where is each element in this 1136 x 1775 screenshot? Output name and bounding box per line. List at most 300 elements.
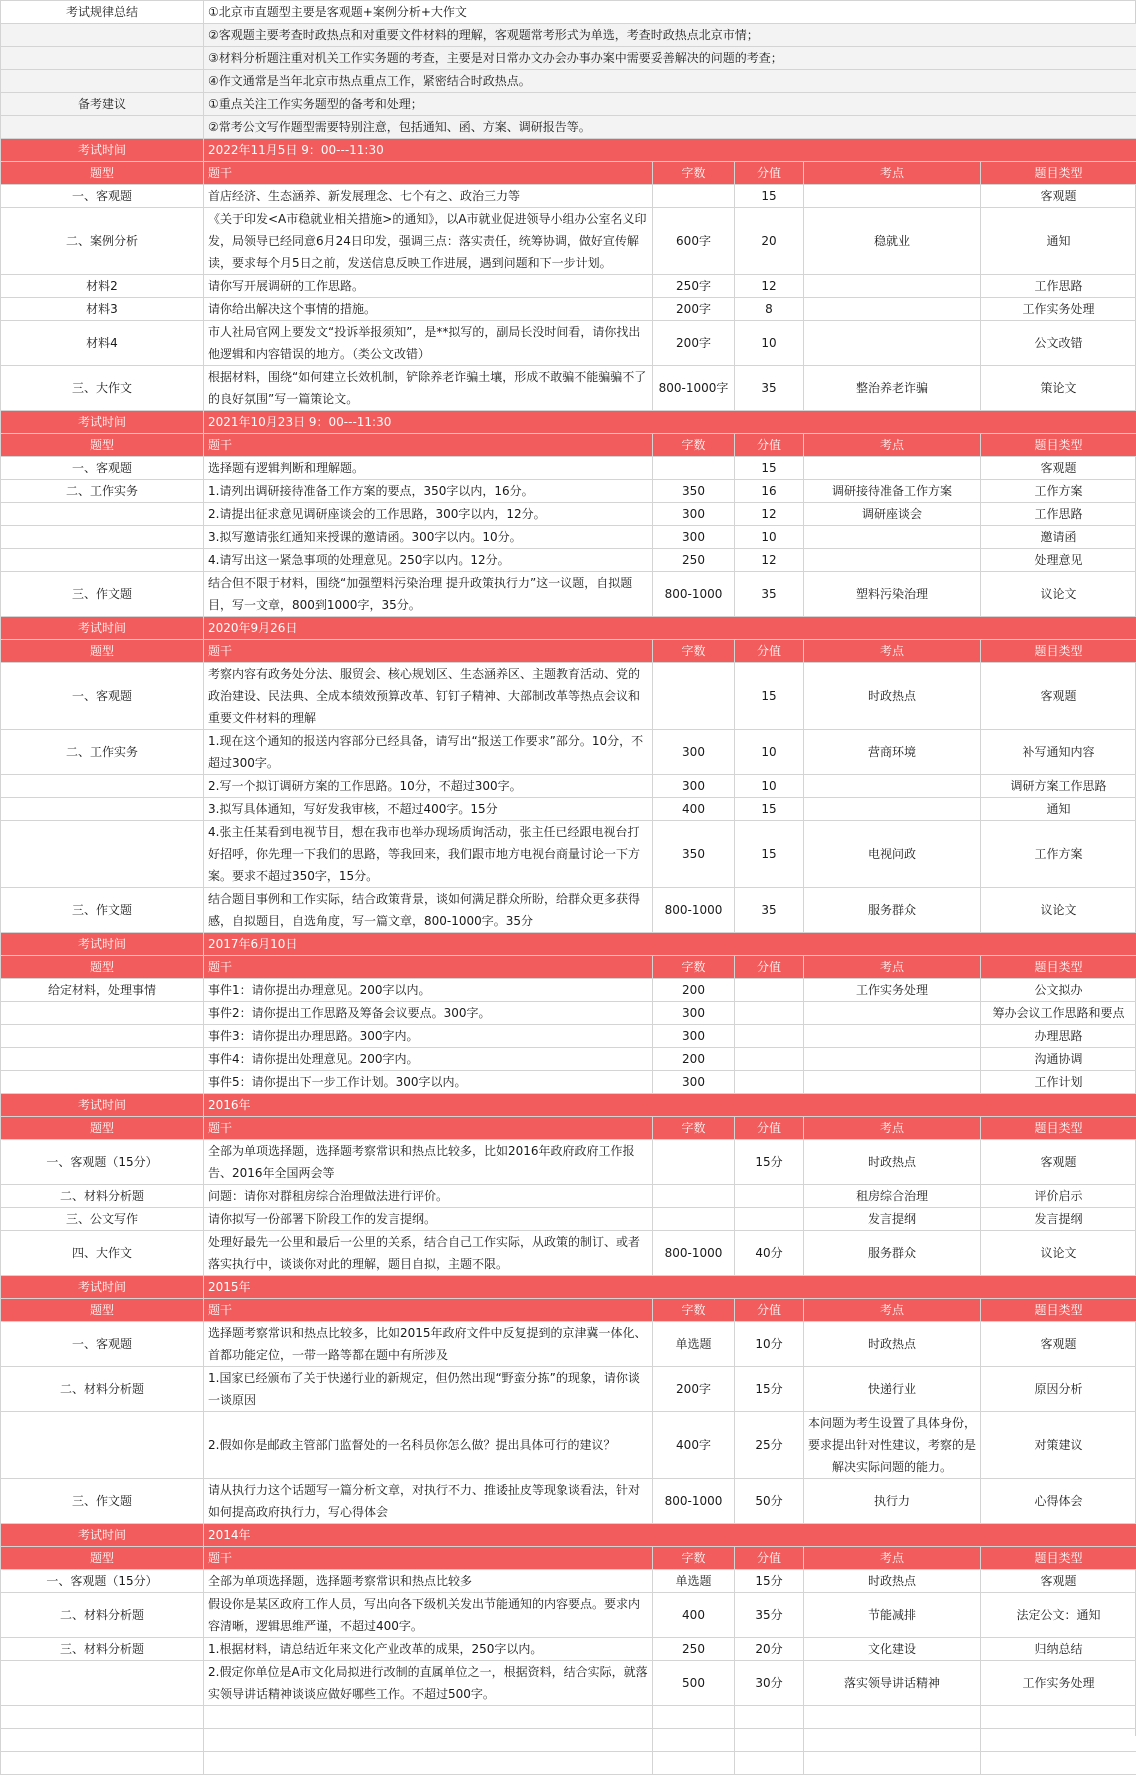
question-stem-cell: 结合但不限于材料，围绕“加强塑料污染治理 提升政策执行力”这一议题，自拟题目，写一文章，800到1000字，35分。	[204, 572, 653, 617]
question-kind-cell: 工作计划	[981, 1071, 1136, 1094]
question-kind-cell: 公文改错	[981, 321, 1136, 366]
question-stem-cell: 考察内容有政务处分法、服贸会、核心规划区、生态涵养区、主题教育活动、党的政治建设、民法典、全成本绩效预算改革、钉钉子精神、大部制改革等热点会议和重要文件材料的理解	[204, 663, 653, 730]
question-stem-cell: 《关于印发<A市稳就业相关措施>的通知》，以A市就业促进领导小组办公室名义印发，局领导已经同意6月24日印发，强调三点：落实责任，统筹协调，做好宣传解读，要求每个月5日之前，发送信息反映工作进展，遇到问题和下一步计划。	[204, 208, 653, 275]
table-row	[1, 1593, 1136, 1638]
question-type-cell: 四、大作文	[1, 1231, 204, 1276]
question-type-cell: 三、大作文	[1, 366, 204, 411]
score-cell: 15分	[735, 1140, 804, 1185]
word-count-cell: 200字	[653, 1367, 735, 1412]
question-kind-cell: 邀请函	[981, 526, 1136, 549]
question-stem-cell: 首店经济、生态涵养、新发展理念、七个有之、政治三力等	[204, 185, 653, 208]
table-row	[1, 1231, 1136, 1276]
score-cell: 20	[735, 208, 804, 275]
score-cell	[735, 1208, 804, 1231]
word-count-cell	[653, 1208, 735, 1231]
question-kind-cell: 策论文	[981, 366, 1136, 411]
question-kind-cell: 议论文	[981, 888, 1136, 933]
question-kind-cell: 调研方案工作思路	[981, 775, 1136, 798]
question-stem-cell: 1.现在这个通知的报送内容部分已经具备，请写出“报送工作要求”部分。10分，不超过300字。	[204, 730, 653, 775]
header-stem: 题干	[204, 640, 653, 663]
header-type: 题型	[1, 640, 204, 663]
empty-cell[interactable]	[204, 1729, 653, 1752]
exam-point-cell	[804, 457, 981, 480]
question-type-cell: 二、材料分析题	[1, 1593, 204, 1638]
summary-row	[1, 116, 1136, 139]
question-kind-cell: 发言提纲	[981, 1208, 1136, 1231]
empty-cell[interactable]	[1, 1752, 204, 1775]
question-stem-cell: 1.国家已经颁布了关于快递行业的新规定，但仍然出现“野蛮分拣”的现象，请你谈一谈原因	[204, 1367, 653, 1412]
question-type-cell: 一、客观题（15分）	[1, 1140, 204, 1185]
question-type-cell: 一、客观题	[1, 185, 204, 208]
score-cell: 15	[735, 798, 804, 821]
summary-text: ④作文通常是当年北京市热点重点工作，紧密结合时政热点。	[204, 70, 1136, 93]
header-words: 字数	[653, 1547, 735, 1570]
header-words: 字数	[653, 956, 735, 979]
header-score: 分值	[735, 434, 804, 457]
header-words: 字数	[653, 1117, 735, 1140]
question-type-cell: 一、客观题	[1, 457, 204, 480]
question-stem-cell: 市人社局官网上要发文“投诉举报须知”，是**拟写的，副局长没时间看，请你找出他逻辑和内容错误的地方。（类公文改错）	[204, 321, 653, 366]
score-cell	[735, 1002, 804, 1025]
exam-time-row	[1, 1094, 1136, 1117]
exam-point-cell	[804, 321, 981, 366]
table-row	[1, 503, 1136, 526]
question-type-cell: 给定材料，处理事情	[1, 979, 204, 1002]
empty-cell[interactable]	[981, 1752, 1136, 1775]
word-count-cell: 350	[653, 821, 735, 888]
table-row	[1, 366, 1136, 411]
question-type-cell	[1, 775, 204, 798]
exam-time-row	[1, 139, 1136, 162]
question-type-cell: 材料3	[1, 298, 204, 321]
question-type-cell: 三、作文题	[1, 572, 204, 617]
table-row	[1, 1570, 1136, 1593]
exam-time-row	[1, 411, 1136, 434]
question-stem-cell: 事件2：请你提出工作思路及筹备会议要点。300字。	[204, 1002, 653, 1025]
exam-time-value: 2022年11月5日 9：00---11:30	[204, 139, 1136, 162]
question-kind-cell: 客观题	[981, 1322, 1136, 1367]
question-type-cell	[1, 1002, 204, 1025]
table-row	[1, 1322, 1136, 1367]
empty-cell[interactable]	[804, 1752, 981, 1775]
exam-point-cell: 落实领导讲话精神	[804, 1661, 981, 1706]
score-cell: 35	[735, 366, 804, 411]
question-stem-cell: 2.假定你单位是A市文化局拟进行改制的直属单位之一，根据资料，结合实际，就落实领导讲话精神谈谈应做好哪些工作。不超过500字。	[204, 1661, 653, 1706]
header-type: 题型	[1, 434, 204, 457]
word-count-cell: 300	[653, 1025, 735, 1048]
header-score: 分值	[735, 956, 804, 979]
empty-cell[interactable]	[981, 1706, 1136, 1729]
exam-point-cell: 节能减排	[804, 1593, 981, 1638]
score-cell: 10	[735, 775, 804, 798]
score-cell: 15分	[735, 1367, 804, 1412]
question-kind-cell: 工作实务处理	[981, 298, 1136, 321]
word-count-cell: 250	[653, 1638, 735, 1661]
table-row	[1, 1071, 1136, 1094]
question-kind-cell: 工作实务处理	[981, 1661, 1136, 1706]
header-point: 考点	[804, 1117, 981, 1140]
header-point: 考点	[804, 434, 981, 457]
score-cell	[735, 979, 804, 1002]
empty-cell[interactable]	[653, 1729, 735, 1752]
question-kind-cell: 处理意见	[981, 549, 1136, 572]
empty-row	[1, 1706, 1136, 1729]
empty-cell[interactable]	[804, 1729, 981, 1752]
column-header-row	[1, 956, 1136, 979]
summary-label: 考试规律总结	[1, 1, 204, 24]
header-score: 分值	[735, 162, 804, 185]
question-kind-cell: 对策建议	[981, 1412, 1136, 1479]
exam-point-cell: 执行力	[804, 1479, 981, 1524]
empty-cell[interactable]	[735, 1752, 804, 1775]
summary-label: 备考建议	[1, 93, 204, 116]
table-row	[1, 1140, 1136, 1185]
score-cell: 10	[735, 526, 804, 549]
word-count-cell: 单选题	[653, 1570, 735, 1593]
empty-cell[interactable]	[204, 1706, 653, 1729]
empty-cell[interactable]	[1, 1729, 204, 1752]
question-stem-cell: 事件3：请你提出办理思路。300字内。	[204, 1025, 653, 1048]
score-cell: 10分	[735, 1322, 804, 1367]
question-type-cell	[1, 549, 204, 572]
table-row	[1, 798, 1136, 821]
exam-time-label: 考试时间	[1, 933, 204, 956]
question-type-cell: 二、案例分析	[1, 208, 204, 275]
table-row	[1, 821, 1136, 888]
word-count-cell: 500	[653, 1661, 735, 1706]
header-point: 考点	[804, 162, 981, 185]
question-stem-cell: 根据材料，围绕“如何建立长效机制，铲除养老诈骗土壤，形成不敢骗不能骗骗不了的良好氛围”写一篇策论文。	[204, 366, 653, 411]
question-stem-cell: 事件4：请你提出处理意见。200字内。	[204, 1048, 653, 1071]
question-kind-cell: 客观题	[981, 185, 1136, 208]
exam-point-cell: 发言提纲	[804, 1208, 981, 1231]
word-count-cell: 200	[653, 979, 735, 1002]
score-cell	[735, 1185, 804, 1208]
exam-point-cell: 塑料污染治理	[804, 572, 981, 617]
exam-point-cell: 调研座谈会	[804, 503, 981, 526]
column-header-row	[1, 1547, 1136, 1570]
question-type-cell: 二、材料分析题	[1, 1367, 204, 1412]
score-cell	[735, 1071, 804, 1094]
question-stem-cell: 2.请提出征求意见调研座谈会的工作思路，300字以内，12分。	[204, 503, 653, 526]
question-stem-cell: 问题：请你对群租房综合治理做法进行评价。	[204, 1185, 653, 1208]
exam-time-label: 考试时间	[1, 617, 204, 640]
header-score: 分值	[735, 1547, 804, 1570]
header-stem: 题干	[204, 1117, 653, 1140]
exam-point-cell	[804, 1002, 981, 1025]
header-kind: 题目类型	[981, 640, 1136, 663]
word-count-cell: 200字	[653, 298, 735, 321]
exam-point-cell: 服务群众	[804, 888, 981, 933]
question-stem-cell: 全部为单项选择题，选择题考察常识和热点比较多	[204, 1570, 653, 1593]
question-kind-cell: 客观题	[981, 663, 1136, 730]
summary-row	[1, 24, 1136, 47]
table-row	[1, 549, 1136, 572]
exam-point-cell: 时政热点	[804, 1140, 981, 1185]
exam-time-label: 考试时间	[1, 1094, 204, 1117]
word-count-cell: 200字	[653, 321, 735, 366]
score-cell: 15	[735, 185, 804, 208]
exam-point-cell: 电视问政	[804, 821, 981, 888]
question-kind-cell: 筹办会议工作思路和要点	[981, 1002, 1136, 1025]
empty-cell[interactable]	[1, 1706, 204, 1729]
empty-cell[interactable]	[653, 1706, 735, 1729]
header-stem: 题干	[204, 1547, 653, 1570]
score-cell	[735, 1025, 804, 1048]
empty-cell[interactable]	[735, 1729, 804, 1752]
empty-cell[interactable]	[204, 1752, 653, 1775]
table-row	[1, 1638, 1136, 1661]
exam-time-label: 考试时间	[1, 411, 204, 434]
question-kind-cell: 心得体会	[981, 1479, 1136, 1524]
word-count-cell: 800-1000	[653, 888, 735, 933]
table-row	[1, 663, 1136, 730]
table-row	[1, 185, 1136, 208]
summary-label	[1, 116, 204, 139]
column-header-row	[1, 162, 1136, 185]
question-type-cell	[1, 821, 204, 888]
question-stem-cell: 请你拟写一份部署下阶段工作的发言提纲。	[204, 1208, 653, 1231]
question-stem-cell: 处理好最先一公里和最后一公里的关系，结合自己工作实际，从政策的制订、或者落实执行中，谈谈你对此的理解，题目自拟，主题不限。	[204, 1231, 653, 1276]
table-row	[1, 1002, 1136, 1025]
summary-text: ①北京市直题型主要是客观题+案例分析+大作文	[204, 1, 1136, 24]
exam-point-cell: 整治养老诈骗	[804, 366, 981, 411]
table-row	[1, 1185, 1136, 1208]
question-type-cell: 材料4	[1, 321, 204, 366]
header-kind: 题目类型	[981, 1117, 1136, 1140]
question-type-cell	[1, 1048, 204, 1071]
question-type-cell	[1, 503, 204, 526]
question-stem-cell: 全部为单项选择题，选择题考察常识和热点比较多，比如2016年政府政府工作报告、2016年全国两会等	[204, 1140, 653, 1185]
empty-cell[interactable]	[981, 1729, 1136, 1752]
summary-row	[1, 70, 1136, 93]
question-type-cell: 一、客观题	[1, 663, 204, 730]
score-cell: 15	[735, 663, 804, 730]
column-header-row	[1, 434, 1136, 457]
question-kind-cell: 办理思路	[981, 1025, 1136, 1048]
exam-time-value: 2016年	[204, 1094, 1136, 1117]
question-kind-cell: 议论文	[981, 1231, 1136, 1276]
exam-time-value: 2020年9月26日	[204, 617, 1136, 640]
question-stem-cell: 3.拟写具体通知，写好发我审核，不超过400字。15分	[204, 798, 653, 821]
question-type-cell	[1, 526, 204, 549]
summary-text: ①重点关注工作实务题型的备考和处理；	[204, 93, 1136, 116]
question-stem-cell: 1.根据材料，请总结近年来文化产业改革的成果，250字以内。	[204, 1638, 653, 1661]
exam-time-row	[1, 1524, 1136, 1547]
header-kind: 题目类型	[981, 162, 1136, 185]
table-row	[1, 275, 1136, 298]
word-count-cell: 300	[653, 1071, 735, 1094]
word-count-cell: 350	[653, 480, 735, 503]
exam-point-cell	[804, 1048, 981, 1071]
word-count-cell: 400字	[653, 1412, 735, 1479]
question-kind-cell: 议论文	[981, 572, 1136, 617]
table-row	[1, 1479, 1136, 1524]
word-count-cell: 400	[653, 798, 735, 821]
score-cell: 10	[735, 321, 804, 366]
word-count-cell: 300	[653, 1002, 735, 1025]
exam-time-label: 考试时间	[1, 1276, 204, 1299]
score-cell: 35	[735, 888, 804, 933]
exam-point-cell	[804, 1025, 981, 1048]
question-kind-cell: 公文拟办	[981, 979, 1136, 1002]
question-kind-cell: 原因分析	[981, 1367, 1136, 1412]
score-cell: 12	[735, 275, 804, 298]
question-kind-cell: 客观题	[981, 1140, 1136, 1185]
header-kind: 题目类型	[981, 1547, 1136, 1570]
word-count-cell: 250字	[653, 275, 735, 298]
header-type: 题型	[1, 956, 204, 979]
question-stem-cell: 2.假如你是邮政主管部门监督处的一名科员你怎么做？提出具体可行的建议？	[204, 1412, 653, 1479]
question-type-cell: 三、公文写作	[1, 1208, 204, 1231]
score-cell: 12	[735, 503, 804, 526]
question-kind-cell: 工作方案	[981, 480, 1136, 503]
word-count-cell: 600字	[653, 208, 735, 275]
question-type-cell: 二、材料分析题	[1, 1185, 204, 1208]
header-type: 题型	[1, 1547, 204, 1570]
score-cell: 35分	[735, 1593, 804, 1638]
question-type-cell	[1, 1025, 204, 1048]
exam-point-cell	[804, 526, 981, 549]
empty-cell[interactable]	[804, 1706, 981, 1729]
question-stem-cell: 2.写一个拟订调研方案的工作思路。10分，不超过300字。	[204, 775, 653, 798]
header-stem: 题干	[204, 1299, 653, 1322]
score-cell: 15分	[735, 1570, 804, 1593]
word-count-cell	[653, 1185, 735, 1208]
score-cell	[735, 1048, 804, 1071]
header-point: 考点	[804, 1547, 981, 1570]
question-type-cell: 三、作文题	[1, 1479, 204, 1524]
table-row	[1, 208, 1136, 275]
score-cell: 15	[735, 821, 804, 888]
question-kind-cell: 客观题	[981, 1570, 1136, 1593]
table-row	[1, 1367, 1136, 1412]
question-stem-cell: 请从执行力这个话题写一篇分析文章，对执行不力、推诿扯皮等现象谈看法，针对如何提高政府执行力，写心得体会	[204, 1479, 653, 1524]
exam-point-cell: 本问题为考生设置了具体身份，要求提出针对性建议，考察的是解决实际问题的能力。	[804, 1412, 981, 1479]
exam-point-cell: 营商环境	[804, 730, 981, 775]
summary-label	[1, 24, 204, 47]
header-words: 字数	[653, 640, 735, 663]
question-stem-cell: 3.拟写邀请张红通知来授课的邀请函。300字以内。10分。	[204, 526, 653, 549]
empty-cell[interactable]	[653, 1752, 735, 1775]
exam-point-cell	[804, 798, 981, 821]
question-kind-cell: 通知	[981, 208, 1136, 275]
question-stem-cell: 请你写开展调研的工作思路。	[204, 275, 653, 298]
word-count-cell: 300	[653, 526, 735, 549]
exam-point-cell	[804, 275, 981, 298]
score-cell: 30分	[735, 1661, 804, 1706]
header-score: 分值	[735, 1117, 804, 1140]
score-cell: 20分	[735, 1638, 804, 1661]
header-point: 考点	[804, 1299, 981, 1322]
summary-text: ③材料分析题注重对机关工作实务题的考查，主要是对日常办文办会办事办案中需要妥善解决的问题的考查；	[204, 47, 1136, 70]
summary-text: ②常考公文写作题型需要特别注意，包括通知、函、方案、调研报告等。	[204, 116, 1136, 139]
exam-point-cell: 文化建设	[804, 1638, 981, 1661]
exam-time-value: 2014年	[204, 1524, 1136, 1547]
question-kind-cell: 工作思路	[981, 275, 1136, 298]
header-words: 字数	[653, 434, 735, 457]
exam-point-cell: 工作实务处理	[804, 979, 981, 1002]
header-words: 字数	[653, 1299, 735, 1322]
exam-time-value: 2015年	[204, 1276, 1136, 1299]
empty-row	[1, 1729, 1136, 1752]
word-count-cell: 300	[653, 503, 735, 526]
question-kind-cell: 评价启示	[981, 1185, 1136, 1208]
summary-row	[1, 47, 1136, 70]
score-cell: 25分	[735, 1412, 804, 1479]
header-kind: 题目类型	[981, 956, 1136, 979]
exam-time-label: 考试时间	[1, 1524, 204, 1547]
question-kind-cell: 工作思路	[981, 503, 1136, 526]
question-stem-cell: 选择题有逻辑判断和理解题。	[204, 457, 653, 480]
question-type-cell	[1, 1661, 204, 1706]
word-count-cell: 300	[653, 775, 735, 798]
table-row	[1, 775, 1136, 798]
column-header-row	[1, 1299, 1136, 1322]
question-type-cell: 二、工作实务	[1, 730, 204, 775]
summary-row	[1, 93, 1136, 116]
question-stem-cell: 事件1：请你提出办理意见。200字以内。	[204, 979, 653, 1002]
exam-point-cell: 服务群众	[804, 1231, 981, 1276]
question-type-cell	[1, 798, 204, 821]
summary-text: ②客观题主要考查时政热点和对重要文件材料的理解，客观题常考形式为单选，考查时政热点北京市情；	[204, 24, 1136, 47]
question-type-cell: 二、工作实务	[1, 480, 204, 503]
score-cell: 10	[735, 730, 804, 775]
question-kind-cell: 补写通知内容	[981, 730, 1136, 775]
exam-point-cell: 快递行业	[804, 1367, 981, 1412]
exam-time-value: 2021年10月23日 9：00---11:30	[204, 411, 1136, 434]
table-row	[1, 526, 1136, 549]
word-count-cell: 800-1000	[653, 1231, 735, 1276]
word-count-cell	[653, 457, 735, 480]
header-type: 题型	[1, 162, 204, 185]
word-count-cell: 300	[653, 730, 735, 775]
question-stem-cell: 选择题考察常识和热点比较多，比如2015年政府文件中反复提到的京津冀一体化、首都功能定位，一带一路等都在题中有所涉及	[204, 1322, 653, 1367]
question-kind-cell: 客观题	[981, 457, 1136, 480]
exam-point-cell: 租房综合治理	[804, 1185, 981, 1208]
question-type-cell: 三、材料分析题	[1, 1638, 204, 1661]
score-cell: 50分	[735, 1479, 804, 1524]
exam-point-cell	[804, 298, 981, 321]
header-stem: 题干	[204, 434, 653, 457]
word-count-cell: 单选题	[653, 1322, 735, 1367]
table-row	[1, 572, 1136, 617]
question-type-cell	[1, 1412, 204, 1479]
score-cell: 12	[735, 549, 804, 572]
question-stem-cell: 4.张主任某看到电视节目，想在我市也举办现场质询活动，张主任已经跟电视台打好招呼，你先理一下我们的思路，等我回来，我们跟市地方电视台商量讨论一下方案。要求不超过350字，15分。	[204, 821, 653, 888]
exam-point-cell: 稳就业	[804, 208, 981, 275]
word-count-cell	[653, 185, 735, 208]
question-kind-cell: 工作方案	[981, 821, 1136, 888]
header-kind: 题目类型	[981, 1299, 1136, 1322]
header-stem: 题干	[204, 956, 653, 979]
exam-point-cell	[804, 775, 981, 798]
header-stem: 题干	[204, 162, 653, 185]
table-row	[1, 888, 1136, 933]
word-count-cell	[653, 663, 735, 730]
empty-cell[interactable]	[735, 1706, 804, 1729]
question-stem-cell: 1.请列出调研接待准备工作方案的要点，350字以内，16分。	[204, 480, 653, 503]
score-cell: 8	[735, 298, 804, 321]
exam-point-cell	[804, 549, 981, 572]
exam-time-row	[1, 933, 1136, 956]
exam-point-cell	[804, 1071, 981, 1094]
summary-label	[1, 70, 204, 93]
table-row	[1, 298, 1136, 321]
question-type-cell: 三、作文题	[1, 888, 204, 933]
table-row	[1, 1208, 1136, 1231]
question-kind-cell: 归纳总结	[981, 1638, 1136, 1661]
